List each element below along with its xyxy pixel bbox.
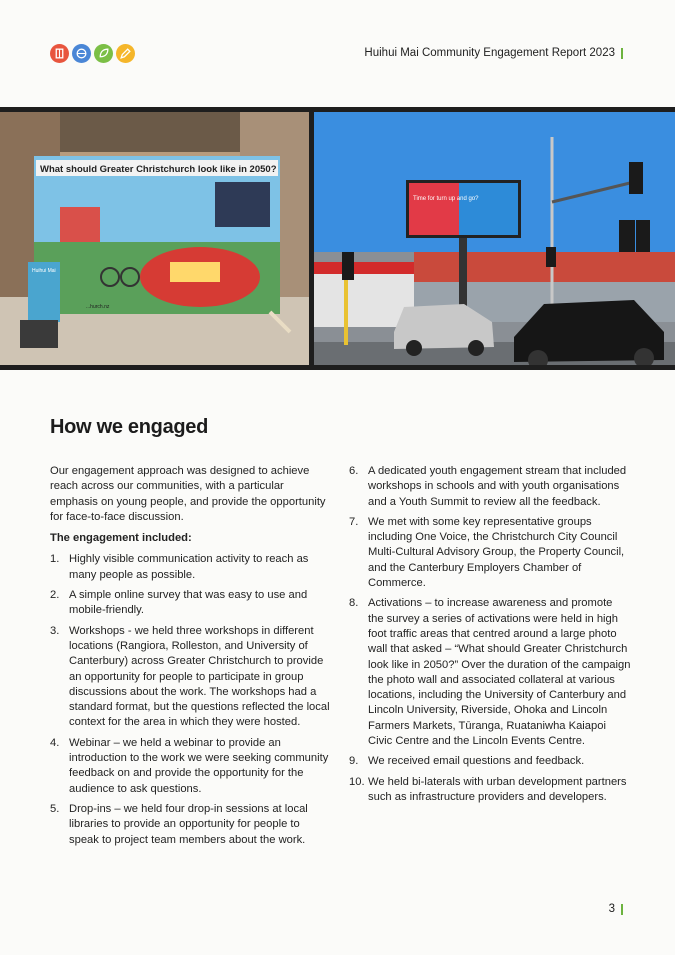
leaf-icon xyxy=(94,44,113,63)
list-subheading: The engagement included: xyxy=(50,532,192,545)
engagement-list-right xyxy=(349,464,631,805)
report-header xyxy=(364,47,623,59)
report-logo xyxy=(50,44,135,63)
list-item: 3. Workshops - we held three workshops in different locations (Rangiora, Rolleston, and University of Canterbury) across Greater Christchurch to provide an opportunity for people to participate in group discussions about the work. The workshops had a standard format, but the questions reflected the local context for the area in which they were hosted. xyxy=(50,624,330,729)
photo-wall-image xyxy=(0,112,309,365)
list-item: 4. Webinar – we held a webinar to provide an introduction to the work we were seeking community feedback on and provide the opportunity for the audience to ask questions. xyxy=(50,736,329,795)
photo-strip xyxy=(0,107,675,370)
list-item: 1. Highly visible communication activity to reach as many people as possible. xyxy=(50,553,309,581)
list-item: 2. A simple online survey that was easy to use and mobile-friendly. xyxy=(50,589,308,617)
pou-icon xyxy=(50,44,69,63)
pencil-icon xyxy=(116,44,135,63)
list-item: 5. Drop-ins – we held four drop-in sessions at local libraries to provide an opportunity for people to speak to project team members about the work. xyxy=(50,802,308,846)
wall-url: ...hurch.nz xyxy=(86,304,110,310)
accent-bar xyxy=(621,904,623,915)
left-column xyxy=(50,464,332,853)
sign-title: Huihui Mai xyxy=(32,268,56,274)
list-item: 9. We received email questions and feedback. xyxy=(349,755,585,768)
billboard-street-image xyxy=(314,112,675,365)
right-column xyxy=(349,464,631,810)
globe-icon xyxy=(72,44,91,63)
list-item: 10. We held bi-laterals with urban development partners such as infrastructure providers and developers. xyxy=(349,775,627,803)
accent-bar xyxy=(621,48,623,59)
wall-heading: What should Greater Christchurch look like in 2050? xyxy=(40,164,277,175)
list-item: 6. A dedicated youth engagement stream that included workshops in schools and with youth organisations and a Youth Summit to review all the feedback. xyxy=(349,465,627,508)
intro-paragraph: Our engagement approach was designed to achieve reach across our communities, with a particular emphasis on young people, and provide the opportunity for face-to-face discussion. xyxy=(50,465,326,523)
engagement-list-left xyxy=(50,552,332,847)
report-title: Huihui Mai Community Engagement Report 2023 xyxy=(364,47,615,59)
section-title: How we engaged xyxy=(50,416,209,438)
list-item: 7. We met with some key representative groups including One Voice, the Christchurch City Council Multi-Cultural Advisory Group, the Property Council, and the Canterbury Employers Chamber of Commerce. xyxy=(349,515,625,590)
page-number: 3 xyxy=(609,903,623,915)
list-item: 8. Activations – to increase awareness and promote the survey a series of activations were held in high foot traffic areas that centred around a large photo wall that asked – “What should Greater Christchurch look like in 2050?” Over the duration of the campaign the photo wall and associated collateral at various locations, including the University of Canterbury and Lincoln University, Riverside, Ohoka and Lincoln Farmers Markets, Tūranga, Ruataniwha Kaiapoi Civic Centre and the Lincoln Events Centre. xyxy=(349,597,631,748)
billboard-text: Time for turn up and go? xyxy=(413,196,479,202)
